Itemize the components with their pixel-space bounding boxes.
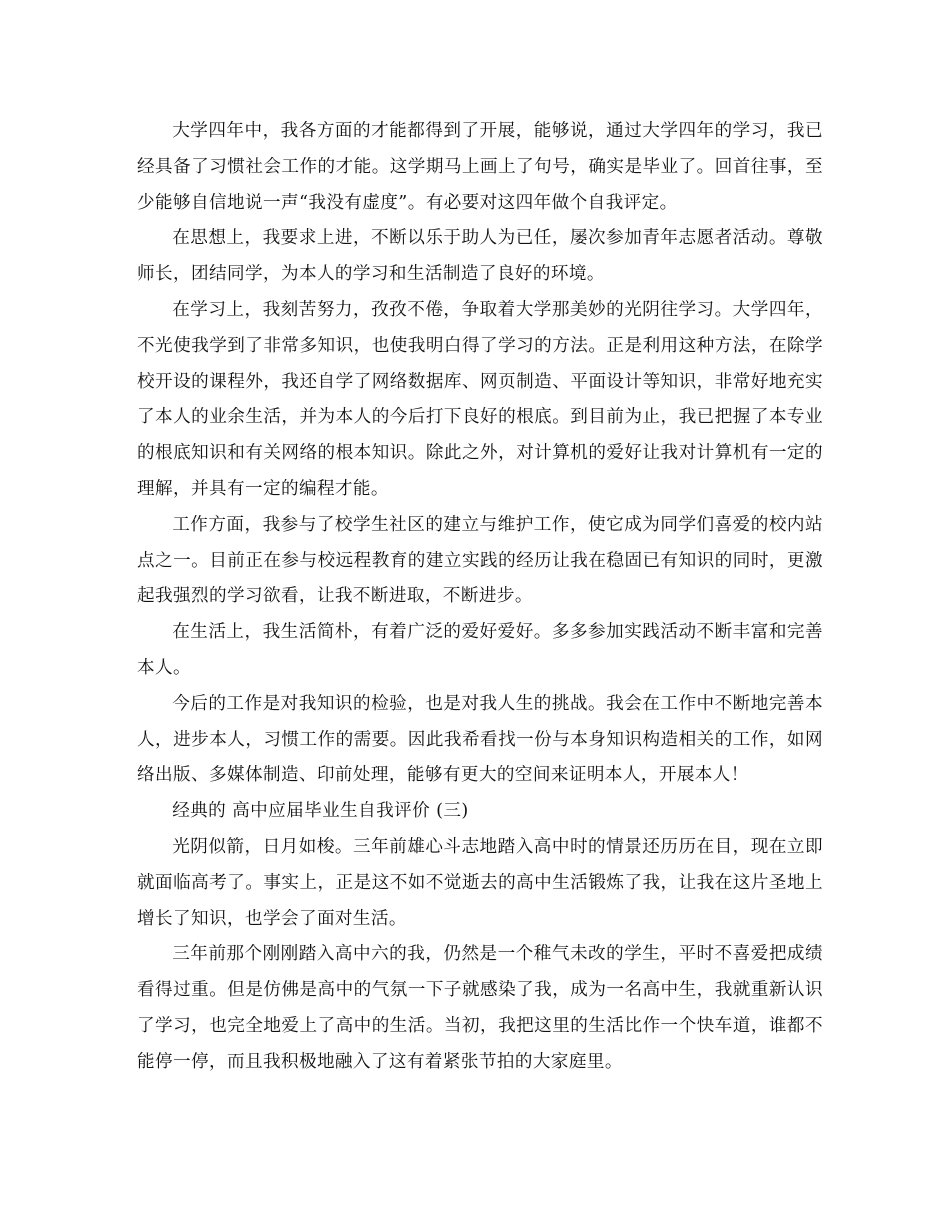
paragraph-3: 在学习上，我刻苦努力，孜孜不倦，争取着大学那美妙的光阴往学习。大学四年，不光使我学到了非常多知识，也使我明白得了学习的方法。正是利用这种方法，在除学校开设的课程外，我还自学了网络数据库、网页制造、平面设计等知识，非常好地充实了本人的业余生活，并为本人的今后打下良好的根底。到目前为止，我已把握了本专业的根底知识和有关网络的根本知识。除此之外，对计算机的爱好让我对计算机有一定的理解，并具有一定的编程才能。	[137, 299, 823, 499]
paragraph-4: 工作方面，我参与了校学生社区的建立与维护工作，使它成为同学们喜爱的校内站点之一。目前正在参与校远程教育的建立实践的经历让我在稳固已有知识的同时，更激起我强烈的学习欲看，让我不断进取，不断进步。	[137, 514, 823, 607]
paragraph-5: 在生活上，我生活简朴，有着广泛的爱好爱好。多多参加实践活动不断丰富和完善本人。	[137, 622, 823, 678]
document-body	[137, 114, 823, 1081]
section-heading: 经典的 高中应届毕业生自我评价 (三)	[172, 801, 469, 822]
paragraph-6: 今后的工作是对我知识的检验，也是对我人生的挑战。我会在工作中不断地完善本人，进步本人，习惯工作的需要。因此我希看找一份与本身知识构造相关的工作，如网络出版、多媒体制造、印前处理，能够有更大的空间来证明本人，开展本人！	[137, 693, 823, 786]
paragraph-8: 三年前那个刚刚踏入高中六的我，仍然是一个稚气未改的学生，平时不喜爱把成绩看得过重。但是仿佛是高中的气氛一下子就感染了我，成为一名高中生，我就重新认识了学习，也完全地爱上了高中的生活。当初，我把这里的生活比作一个快车道，谁都不能停一停，而且我积极地融入了这有着紧张节拍的大家庭里。	[137, 944, 823, 1072]
paragraph-2: 在思想上，我要求上进，不断以乐于助人为已任，屡次参加青年志愿者活动。尊敬师长，团结同学，为本人的学习和生活制造了良好的环境。	[137, 228, 823, 285]
paragraph-7: 光阴似箭，日月如梭。三年前雄心斗志地踏入高中时的情景还历历在目，现在立即就面临高考了。事实上，正是这不如不觉逝去的高中生活锻炼了我，让我在这片圣地上增长了知识，也学会了面对生活。	[137, 836, 823, 929]
paragraph-1: 大学四年中，我各方面的才能都得到了开展，能够说，通过大学四年的学习，我已经具备了习惯社会工作的才能。这学期马上画上了句号，确实是毕业了。回首往事，至少能够自信地说一声“我没有虚度”。有必要对这四年做个自我评定。	[137, 121, 823, 213]
